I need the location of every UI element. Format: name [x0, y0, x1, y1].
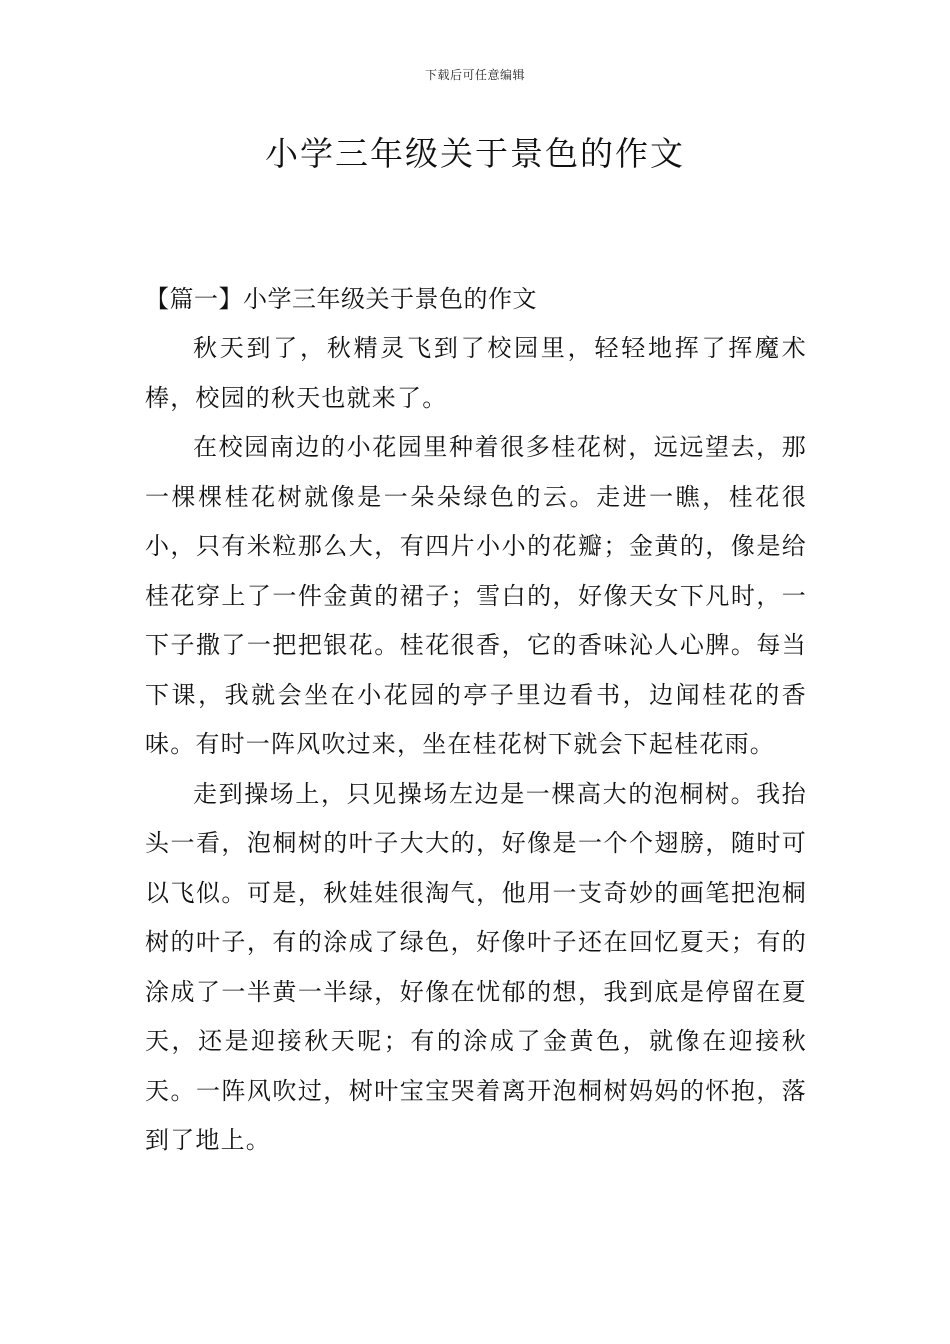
header-note: 下载后可任意编辑 [424, 68, 525, 82]
section-heading: 【篇一】小学三年级关于景色的作文 [145, 285, 537, 313]
paragraph-1: 秋天到了，秋精灵飞到了校园里，轻轻地挥了挥魔术棒，校园的秋天也就来了。 [145, 334, 807, 412]
document-title: 小学三年级关于景色的作文 [265, 134, 685, 173]
document-body [145, 274, 807, 1166]
paragraph-2: 在校园南边的小花园里种着很多桂花树，远远望去，那一棵棵桂花树就像是一朵朵绿色的云。走进一瞧，桂花很小，只有米粒那么大，有四片小小的花瓣；金黄的，像是给桂花穿上了一件金黄的裙子；雪白的，好像天女下凡时，一下子撒了一把把银花。桂花很香，它的香味沁人心脾。每当下课，我就会坐在小花园的亭子里边看书，边闻桂花的香味。有时一阵风吹过来，坐在桂花树下就会下起桂花雨。 [145, 433, 807, 758]
paragraph-3: 走到操场上，只见操场左边是一棵高大的泡桐树。我抬头一看，泡桐树的叶子大大的，好像是一个个翅膀，随时可以飞似。可是，秋娃娃很淘气，他用一支奇妙的画笔把泡桐树的叶子，有的涂成了绿色，好像叶子还在回忆夏天；有的涂成了一半黄一半绿，好像在忧郁的想，我到底是停留在夏天，还是迎接秋天呢；有的涂成了金黄色，就像在迎接秋天。一阵风吹过，树叶宝宝哭着离开泡桐树妈妈的怀抱，落到了地上。 [145, 779, 807, 1154]
